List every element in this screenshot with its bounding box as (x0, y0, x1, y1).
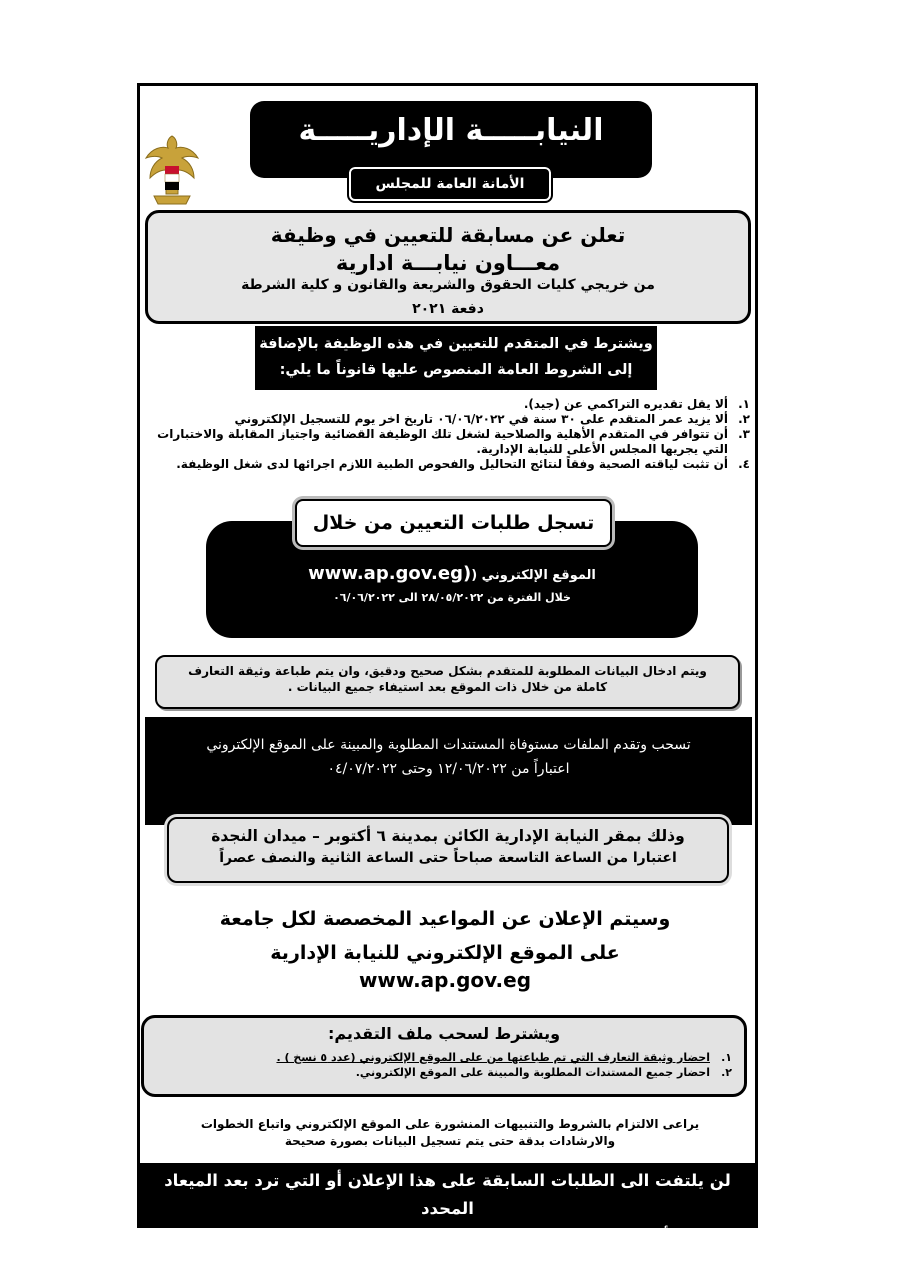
list-item-number: ١. (738, 397, 750, 411)
subtitle-badge: الأمانة العامة للمجلس (349, 167, 551, 201)
registration-site-url[interactable]: www.ap.gov.eg) (308, 563, 472, 584)
location-address: وذلك بمقر النيابة الإدارية الكائن بمدينة ٦ أكتوبر – ميدان النجدة (211, 827, 685, 845)
requirements-line-1: ويشترط في المتقدم للتعيين في هذه الوظيفة بالإضافة (259, 336, 653, 352)
list-item-number: ٢. (721, 1066, 732, 1079)
requirements-line-2: إلى الشروط العامة المنصوص عليها قانوناً ما يلي: (279, 362, 633, 378)
registration-site-label: الموقع الإلكتروني ( (471, 568, 596, 583)
conditions-list (150, 397, 750, 472)
file-withdrawal-title: ويشترط لسحب ملف التقديم: (327, 1024, 561, 1043)
list-item (150, 457, 750, 472)
list-item-number: ٤. (738, 457, 750, 471)
file-withdrawal-list (172, 1050, 732, 1080)
data-entry-line-1: ويتم ادخال البيانات المطلوبة للمتقدم بشكل صحيح ودقيق، وان يتم طباعة وثيقة التعارف (188, 664, 707, 678)
list-item-number: ٣. (738, 427, 750, 441)
note-line-1: يراعى الالتزام بالشروط والتنبيهات المنشورة على الموقع الإلكتروني واتباع الخطوات (200, 1117, 700, 1131)
requirements-header (255, 326, 657, 390)
list-item (150, 427, 750, 457)
final-warning-line-1: لن يلتفت الى الطلبات السابقة على هذا الإعلان أو التي ترد بعد الميعاد المحدد (164, 1171, 731, 1218)
list-item-text: احضار جميع المستندات المطلوبة والمبينة على الموقع الإلكتروني. (355, 1066, 710, 1079)
list-item (172, 1065, 732, 1080)
announcement-box (145, 210, 751, 324)
withdraw-dates: اعتباراً من ١٢/٠٦/٢٠٢٢ وحتى ٠٤/٠٧/٢٠٢٢ (327, 761, 570, 777)
data-entry-box (155, 655, 740, 709)
location-box (167, 817, 729, 883)
registration-period: خلال الفترة من ٢٨/٠٥/٢٠٢٢ الى ٠٦/٠٦/٢٠٢٢ (333, 591, 571, 604)
data-entry-line-2: كاملة من خلال ذات الموقع بعد استيفاء جميع البيانات . (287, 680, 608, 694)
appointments-url-link[interactable]: www.ap.gov.eg (358, 968, 532, 992)
list-item (150, 397, 750, 412)
list-item-text: ألا يقل تقديره التراكمي عن (جيد). (523, 397, 728, 411)
file-withdrawal-box (141, 1015, 747, 1097)
appointments-text (150, 902, 740, 970)
announcement-line-1: تعلن عن مسابقة للتعيين في وظيفة (270, 223, 626, 247)
withdraw-box (145, 717, 752, 825)
announcement-batch: دفعة ٢٠٢١ (412, 301, 484, 317)
list-item-text: ألا يزيد عمر المتقدم على ٣٠ سنة في ٠٦/٠٦/٢٠٢٢ تاريخ اخر يوم للتسجيل الإلكتروني (234, 412, 728, 426)
announcement-eligibility: من خريجي كليات الحقوق والشريعة والقانون و كلية الشرطة (241, 277, 655, 293)
registration-header: تسجل طلبات التعيين من خلال (295, 499, 612, 547)
list-item-text: أن تثبت لياقته الصحية وفقاً لنتائج التحاليل والفحوص الطبية اللازم اجرائها لدى شغل الوظيفة. (176, 457, 728, 471)
page-title: النيابـــــة الإداريـــــة (298, 113, 604, 148)
list-item-number: ١. (721, 1051, 732, 1064)
appointments-line-1: وسيتم الإعلان عن المواعيد المخصصة لكل جامعة (219, 908, 671, 930)
compliance-note (180, 1116, 720, 1150)
withdraw-line-1: تسحب وتقدم الملفات مستوفاة المستندات المطلوبة والمبينة على الموقع الإلكتروني (206, 737, 691, 753)
egypt-eagle-emblem-icon (144, 132, 200, 208)
announcement-job-title: معـــاون نيابـــة ادارية (335, 251, 561, 275)
list-item-text: احضار وثيقة التعارف التي تم طباعتها من على الموقع الإلكتروني (عدد ٥ نسخ ) . (276, 1051, 710, 1064)
registration-site (206, 563, 698, 584)
list-item (172, 1050, 732, 1065)
appointments-line-2: على الموقع الإلكتروني للنيابة الإدارية (270, 942, 620, 964)
location-hours: اعتبارا من الساعة التاسعة صباحاً حتى الساعة الثانية والنصف عصراً (219, 850, 677, 866)
final-warning-line-2: أو الطلبات غير المستوفاة للشروط والمستندات اللازمة (225, 1227, 670, 1246)
note-line-2: والارشادات بدقة حتى يتم تسجيل البيانات بصورة صحيحة (284, 1134, 616, 1148)
final-warning-box (137, 1163, 758, 1246)
list-item (150, 412, 750, 427)
list-item-number: ٢. (738, 412, 750, 426)
list-item-text: أن تتوافر في المتقدم الأهلية والصلاحية لشغل تلك الوظيفة القضائية واجتياز المقابلة والاختبارات التي يجريها المجلس الأعلى للنيابة الإدارية. (157, 427, 728, 456)
